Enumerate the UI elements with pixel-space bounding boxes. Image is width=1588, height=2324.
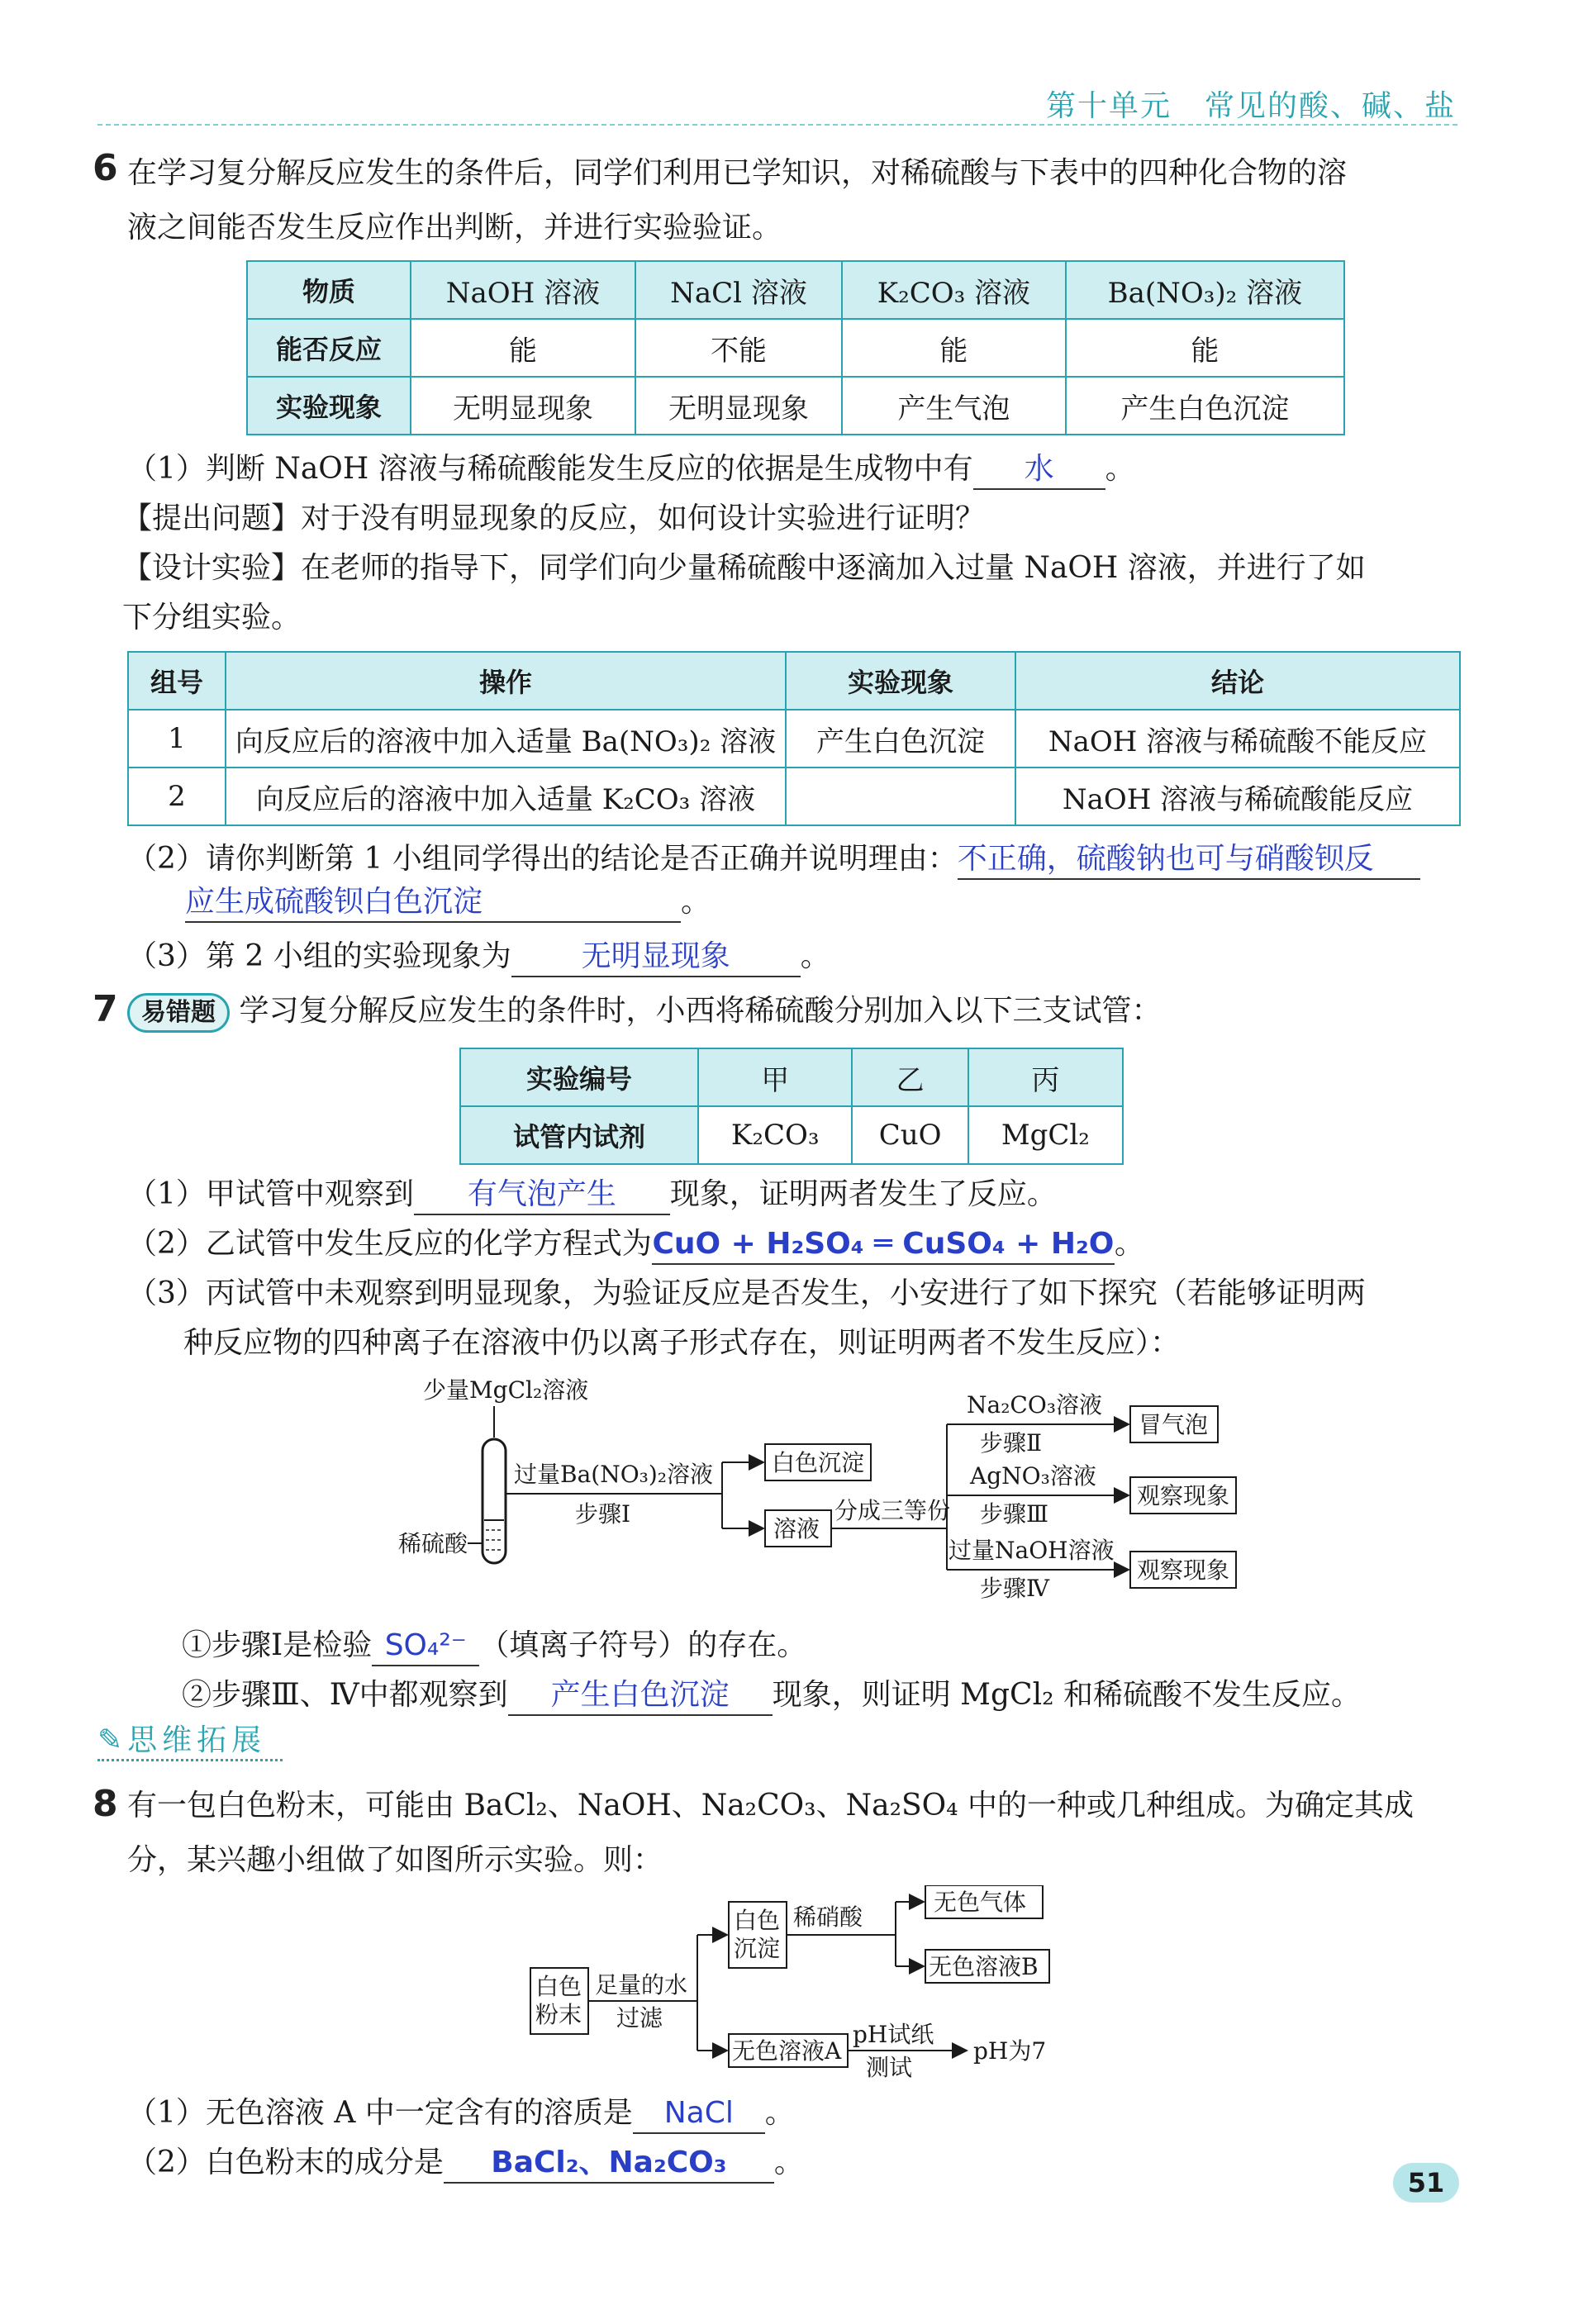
table-header: 乙 xyxy=(852,1048,968,1106)
design-text: 下分组实验。 xyxy=(122,601,302,634)
prompt-text: （2）乙试管中发生反应的化学方程式为 xyxy=(127,1227,652,1261)
answer-blank[interactable]: 应生成硫酸钡白色沉淀 xyxy=(185,883,681,923)
stem-text: 学习复分解反应发生的条件时，小西将稀硫酸分别加入以下三支试管： xyxy=(239,994,1162,1028)
punct: 。 xyxy=(1105,452,1135,486)
design-text: 【设计实验】在老师的指导下，同学们向少量稀硫酸中逐滴加入过量 NaOH 溶液，并进行了如 xyxy=(122,551,1366,585)
table-cell: 能 xyxy=(1066,319,1344,377)
table-header: 实验编号 xyxy=(460,1048,698,1106)
prompt-text: （1）判断 NaOH 溶液与稀硫酸能发生反应的依据是生成物中有 xyxy=(127,452,973,486)
sub-question xyxy=(127,1168,1057,1221)
precip1: 白色 xyxy=(734,1907,781,1934)
answer-blank[interactable]: 无明显现象 xyxy=(511,938,801,977)
ph-result: pH为7 xyxy=(973,2037,1047,2065)
powder1: 白色 xyxy=(535,1973,582,2000)
table-cell: 1 xyxy=(128,710,226,768)
gas-label: 无色气体 xyxy=(934,1889,1027,1916)
sub-question xyxy=(127,2087,795,2140)
step2: 步骤Ⅱ xyxy=(980,1429,1043,1457)
table-cell: MgCl₂ xyxy=(968,1106,1123,1164)
prompt-text: （2）白色粉末的成分是 xyxy=(127,2146,444,2179)
powder-flow-diagram xyxy=(521,1885,1066,2100)
table-row xyxy=(128,710,1460,768)
prompt-text: （2）请你判断第 1 小组同学得出的结论是否正确并说明理由： xyxy=(127,842,958,876)
sub-question xyxy=(127,1218,1144,1271)
punct: 。 xyxy=(773,2146,804,2179)
table-cell: 无明显现象 xyxy=(411,377,635,435)
test-tube-table xyxy=(459,1048,1124,1165)
reagent1: 过量Ba(NO₃)₂溶液 xyxy=(514,1461,714,1488)
sub-question xyxy=(182,1669,1361,1722)
table-cell: 产生白色沉淀 xyxy=(786,710,1015,768)
prompt-text: 现象，则证明 MgCl₂ 和稀硫酸不发生反应。 xyxy=(772,1678,1361,1712)
step3: 步骤Ⅲ xyxy=(980,1500,1049,1528)
table-cell: 实验现象 xyxy=(247,377,411,435)
result3: 观察现象 xyxy=(1137,1482,1230,1509)
answer-blank[interactable]: SO₄²⁻ xyxy=(372,1627,479,1666)
powder2: 粉末 xyxy=(535,2001,582,2028)
box-solution: 溶液 xyxy=(773,1515,820,1542)
table-cell: 能 xyxy=(411,319,635,377)
answer-blank[interactable]: 有气泡产生 xyxy=(414,1176,670,1215)
table-header: 组号 xyxy=(128,652,226,710)
table-row xyxy=(460,1048,1123,1106)
question-stem: 分，某兴趣小组做了如图所示实验。则： xyxy=(127,1843,663,1877)
water-label: 足量的水 xyxy=(595,1971,688,1998)
experiment-flow-diagram xyxy=(380,1371,1256,1611)
table-row xyxy=(128,652,1460,710)
acid-label: 稀硝酸 xyxy=(793,1903,863,1931)
table-cell: 不能 xyxy=(635,319,842,377)
section-title xyxy=(97,1717,283,1761)
table-cell: 无明显现象 xyxy=(635,377,842,435)
split-label: 分成三等份 xyxy=(834,1497,951,1524)
table-row xyxy=(128,768,1460,825)
table-cell: 产生白色沉淀 xyxy=(1066,377,1344,435)
table-cell: 能否反应 xyxy=(247,319,411,377)
table-cell: NaOH 溶液与稀硫酸能反应 xyxy=(1015,768,1460,825)
unit-label: 第十单元 xyxy=(1045,89,1172,123)
solB-label: 无色溶液B xyxy=(929,1953,1039,1980)
filter-label: 过滤 xyxy=(616,2004,663,2032)
table-header: K₂CO₃ 溶液 xyxy=(842,261,1066,319)
table-cell xyxy=(786,768,1015,825)
top-label: 少量MgCl₂溶液 xyxy=(423,1376,589,1404)
table-header: NaCl 溶液 xyxy=(635,261,842,319)
sub-question xyxy=(127,443,1135,496)
step1: 步骤Ⅰ xyxy=(575,1500,631,1528)
table-cell: 试管内试剂 xyxy=(460,1106,698,1164)
step4: 步骤Ⅳ xyxy=(980,1575,1049,1602)
pencil-icon: ✎ xyxy=(97,1723,128,1757)
table-cell: 向反应后的溶液中加入适量 K₂CO₃ 溶液 xyxy=(226,768,786,825)
prompt-text: （1）甲试管中观察到 xyxy=(127,1177,414,1211)
sub-question xyxy=(127,2136,804,2189)
question-number: 6 xyxy=(93,147,118,189)
reagent3: AgNO₃溶液 xyxy=(970,1462,1096,1490)
table-header: NaOH 溶液 xyxy=(411,261,635,319)
error-prone-tag: 易错题 xyxy=(127,993,230,1033)
group-table xyxy=(127,651,1461,826)
sub-question xyxy=(185,876,711,929)
table-cell: 向反应后的溶液中加入适量 Ba(NO₃)₂ 溶液 xyxy=(226,710,786,768)
question-number: 7 xyxy=(93,988,118,1030)
sub-question xyxy=(182,1619,806,1672)
reaction-table xyxy=(246,260,1345,435)
table-cell: NaOH 溶液与稀硫酸不能反应 xyxy=(1015,710,1460,768)
sub-question xyxy=(127,930,830,983)
punct: 。 xyxy=(800,939,830,973)
table-header: 物质 xyxy=(247,261,411,319)
punct: 。 xyxy=(764,2096,795,2130)
answer-blank[interactable]: CuO + H₂SO₄ ═ CuSO₄ + H₂O xyxy=(652,1225,1115,1265)
prompt-text: ②步骤Ⅲ、Ⅳ中都观察到 xyxy=(182,1678,508,1712)
table-cell: 能 xyxy=(842,319,1066,377)
prompt-text: 现象，证明两者发生了反应。 xyxy=(669,1177,1057,1211)
table-header: 操作 xyxy=(226,652,786,710)
table-row xyxy=(247,319,1344,377)
answer-blank[interactable]: 水 xyxy=(973,450,1105,490)
result2: 冒气泡 xyxy=(1139,1411,1209,1438)
page-header xyxy=(1013,83,1456,125)
table-header: Ba(NO₃)₂ 溶液 xyxy=(1066,261,1344,319)
sub-question: 种反应物的四种离子在溶液中仍以离子形式存在，则证明两者不发生反应）： xyxy=(183,1326,1181,1360)
table-header: 甲 xyxy=(698,1048,852,1106)
table-row xyxy=(247,261,1344,319)
question-stem: 在学习复分解反应发生的条件后，同学们利用已学知识，对稀硫酸与下表中的四种化合物的溶 xyxy=(127,156,1348,190)
answer-blank[interactable]: 不正确，硫酸钠也可与硝酸钡反 xyxy=(958,840,1420,880)
solA-label: 无色溶液A xyxy=(732,2037,842,2065)
table-cell: CuO xyxy=(852,1106,968,1164)
prompt-text: （1）无色溶液 A 中一定含有的溶质是 xyxy=(127,2096,633,2130)
question-stem: 液之间能否发生反应作出判断，并进行实验验证。 xyxy=(127,211,782,245)
section-label: 思维拓展 xyxy=(127,1723,267,1757)
test-tube-icon xyxy=(483,1439,506,1563)
table-row xyxy=(460,1106,1123,1164)
precip2: 沉淀 xyxy=(734,1935,781,1962)
punct: 。 xyxy=(1114,1227,1144,1261)
ph-test2: 测试 xyxy=(866,2054,913,2081)
reagent2: Na₂CO₃溶液 xyxy=(967,1391,1103,1419)
prompt-text: （填离子符号）的存在。 xyxy=(479,1628,807,1662)
answer-blank[interactable]: BaCl₂、Na₂CO₃ xyxy=(444,2144,774,2184)
result4: 观察现象 xyxy=(1137,1556,1230,1584)
answer-blank[interactable]: 产生白色沉淀 xyxy=(508,1676,773,1716)
table-row xyxy=(247,377,1344,435)
table-header: 丙 xyxy=(968,1048,1123,1106)
header-divider xyxy=(97,124,1457,126)
prompt-text: （3）第 2 小组的实验现象为 xyxy=(127,939,511,973)
unit-title: 常见的酸、碱、盐 xyxy=(1204,89,1456,123)
sub-question: （3）丙试管中未观察到明显现象，为验证反应是否发生，小安进行了如下探究（若能够证明两 xyxy=(127,1276,1366,1310)
table-cell: 产生气泡 xyxy=(842,377,1066,435)
prompt-text: ①步骤Ⅰ是检验 xyxy=(182,1628,373,1662)
ask-question: 【提出问题】对于没有明显现象的反应，如何设计实验进行证明？ xyxy=(122,501,986,535)
table-cell: 2 xyxy=(128,768,226,825)
punct: 。 xyxy=(681,885,711,919)
question-stem xyxy=(127,985,1161,1038)
table-header: 结论 xyxy=(1015,652,1460,710)
answer-blank[interactable]: NaCl xyxy=(633,2094,765,2134)
box-precip: 白色沉淀 xyxy=(772,1449,865,1476)
question-stem: 有一包白色粉末，可能由 BaCl₂、NaOH、Na₂CO₃、Na₂SO₄ 中的一种或几种组成。为确定其成 xyxy=(127,1789,1414,1823)
question-number: 8 xyxy=(93,1783,118,1825)
table-header: 实验现象 xyxy=(786,652,1015,710)
tube-label: 稀硫酸 xyxy=(398,1530,468,1557)
page-number: 51 xyxy=(1393,2163,1459,2203)
reagent4: 过量NaOH溶液 xyxy=(949,1537,1115,1564)
table-cell: K₂CO₃ xyxy=(698,1106,852,1164)
ph-test1: pH试纸 xyxy=(853,2021,934,2048)
